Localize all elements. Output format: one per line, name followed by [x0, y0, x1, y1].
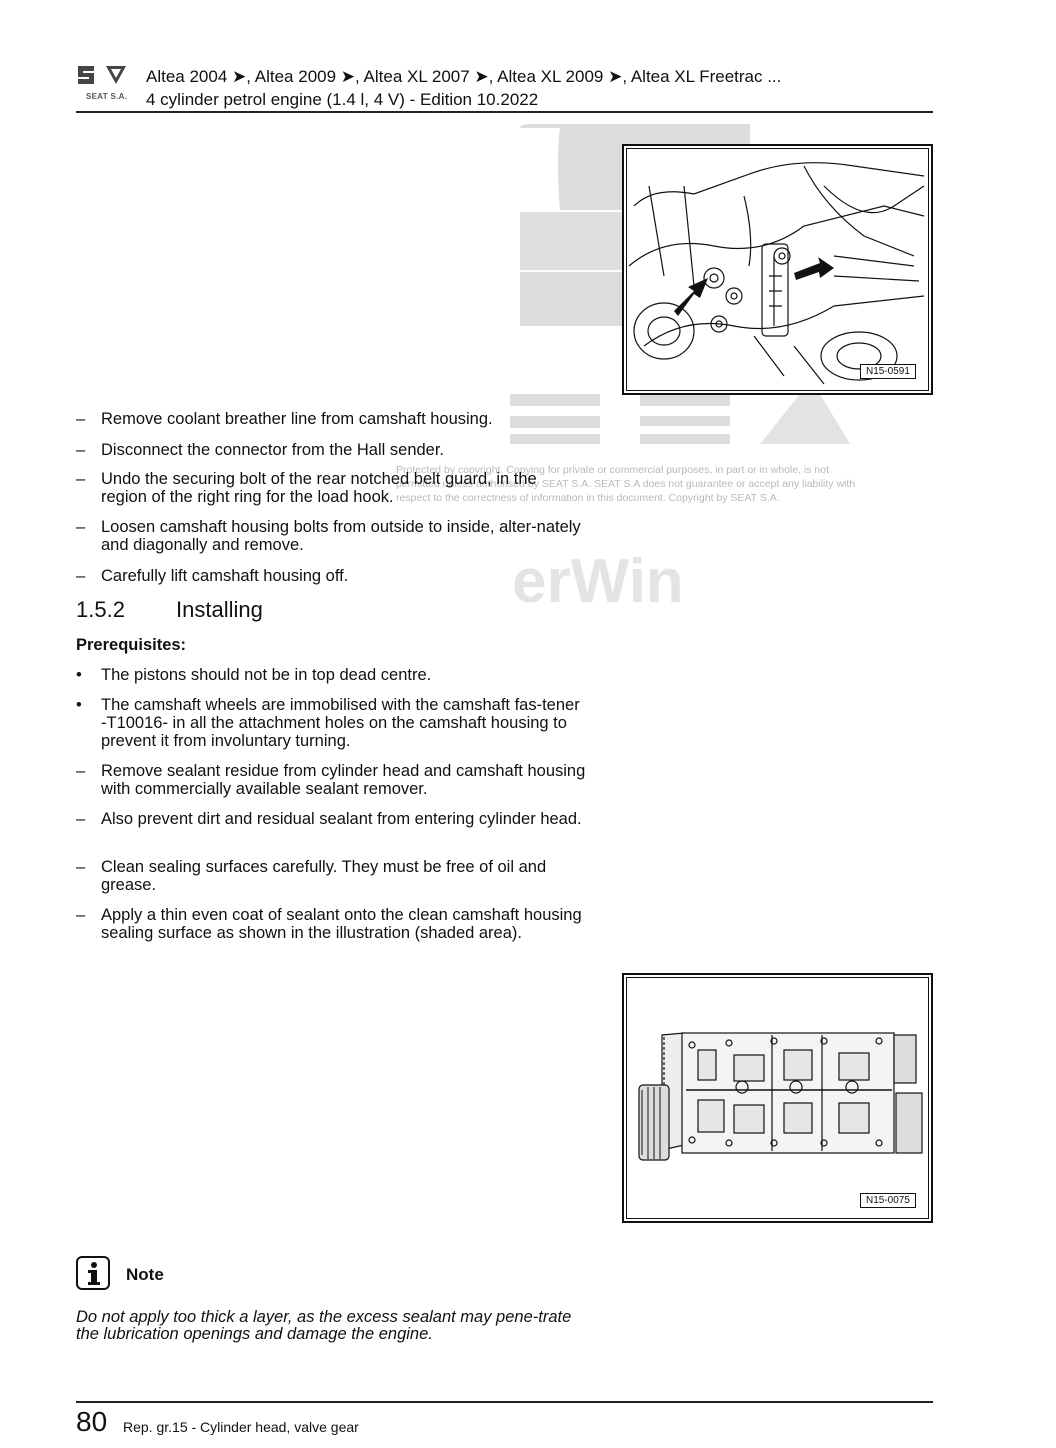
arrow-icon: [794, 257, 834, 280]
figure-camshaft-housing: [622, 144, 933, 395]
seat-logo-icon: [74, 62, 136, 92]
note-label: Note: [126, 1265, 164, 1284]
camshaft-housing-illustration: [624, 975, 927, 1217]
doc-title-line1: Altea 2004 ➤, Altea 2009 ➤, Altea XL 2007 ➤, Altea XL 2009 ➤, Altea XL Freetrac ...: [146, 67, 782, 86]
prerequisites-heading: Prerequisites:: [76, 636, 187, 654]
copyright-notice: Protected by copyright. Copying for private or commercial purposes, in part or in whole, is not permitted unless authorised by SEAT S.A. SEAT S.A does not guarantee or accept any liability with respect to the correctness of information in this document. Copyright by SEAT S.A.: [396, 464, 856, 504]
note-text: Do not apply too thick a layer, as the excess sealant may pene-trate the lubrication openings and damage the engine.: [76, 1308, 572, 1343]
figure-label: N15-0591: [860, 364, 916, 379]
arrow-icon: [674, 278, 708, 316]
seat-logo: [74, 62, 136, 106]
engine-illustration-1: [624, 146, 927, 389]
header-divider: [76, 111, 933, 113]
figure-label: N15-0075: [860, 1193, 916, 1208]
doc-title-line2: 4 cylinder petrol engine (1.4 l, 4 V) - Edition 10.2022: [146, 90, 539, 109]
erwin-watermark-text: erWin: [512, 547, 684, 616]
footer-divider: [76, 1401, 933, 1403]
info-icon: [76, 1256, 110, 1290]
chapter-reference: Rep. gr.15 - Cylinder head, valve gear: [123, 1419, 359, 1435]
section-title: Installing: [176, 597, 263, 622]
section-number: 1.5.2: [76, 597, 125, 622]
page-number: 80: [76, 1406, 108, 1437]
figure-sealant-application: [622, 973, 933, 1223]
brand-caption: SEAT S.A.: [86, 92, 128, 101]
